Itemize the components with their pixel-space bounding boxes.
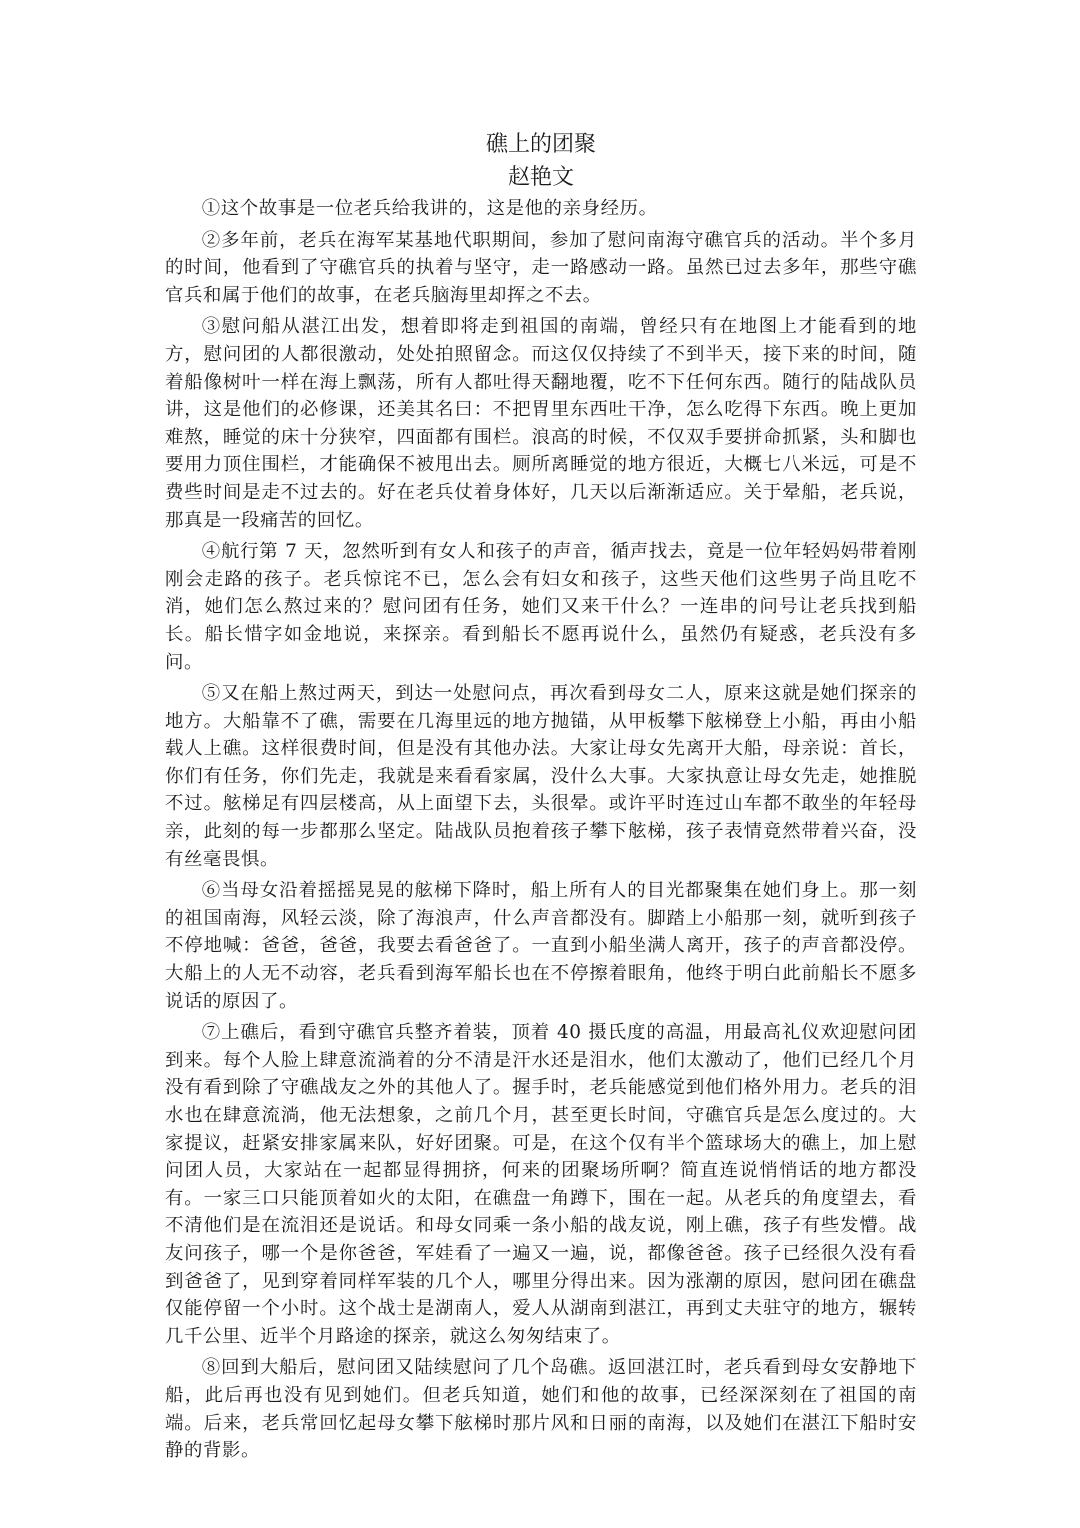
paragraph-4: ④航行第 7 天，忽然听到有女人和孩子的声音，循声找去，竟是一位年轻妈妈带着刚刚会走路的孩子。老兵惊诧不已，怎么会有妇女和孩子，这些天他们这些男子尚且吃不消，她们怎么熬过来的？慰问团有任务，她们又来干什么？一连串的问号让老兵找到船长。船长惜字如金地说，来探亲。看到船长不愿再说什么，虽然仍有疑惑，老兵没有多问。 [165,541,917,673]
paragraph-7: ⑦上礁后，看到守礁官兵整齐着装，顶着 40 摄氏度的高温，用最高礼仪欢迎慰问团到来。每个人脸上肆意流淌着的分不清是汗水还是泪水，他们太激动了，他们已经几个月没有看到除了守礁战友之外的其他人了。握手时，老兵能感觉到他们格外用力。老兵的泪水也在肆意流淌，他无法想象，之前几个月，甚至更长时间，守礁官兵是怎么度过的。大家提议，赶紧安排家属来队，好好团聚。可是，在这个仅有半个篮球场大的礁上，加上慰问团人员，大家站在一起都显得拥挤，何来的团聚场所啊？简直连说悄悄话的地方都没有。一家三口只能顶着如火的太阳，在礁盘一角蹲下，围在一起。从老兵的角度望去，看不清他们是在流泪还是说话。和母女同乘一条小船的战友说，刚上礁，孩子有些发懵。战友问孩子，哪一个是你爸爸，军娃看了一遍又一遍，说，都像爸爸。孩子已经很久没有看到爸爸了，见到穿着同样军装的几个人，哪里分得出来。因为涨潮的原因，慰问团在礁盘仅能停留一个小时。这个战士是湖南人，爱人从湖南到湛江，再到丈夫驻守的地方，辗转几千公里、近半个月路途的探亲，就这么匆匆结束了。 [165,1022,917,1347]
article [165,128,917,1469]
article-author: 赵艳文 [507,165,574,190]
paragraph-6: ⑥当母女沿着摇摇晃晃的舷梯下降时，船上所有人的目光都聚集在她们身上。那一刻的祖国南海，风轻云淡，除了海浪声，什么声音都没有。脚踏上小船那一刻，就听到孩子不停地喊：爸爸，爸爸，我要去看爸爸了。一直到小船坐满人离开，孩子的声音都没停。大船上的人无不动容，老兵看到海军船长也在不停擦着眼角，他终于明白此前船长不愿多说话的原因了。 [165,880,917,1012]
paragraph-3: ③慰问船从湛江出发，想着即将走到祖国的南端，曾经只有在地图上才能看到的地方，慰问团的人都很激动，处处拍照留念。而这仅仅持续了不到半天，接下来的时间，随着船像树叶一样在海上飘荡，所有人都吐得天翻地覆，吃不下任何东西。随行的陆战队员讲，这是他们的必修课，还美其名曰：不把胃里东西吐干净，怎么吃得下东西。晚上更加难熬，睡觉的床十分狭窄，四面都有围栏。浪高的时候，不仅双手要拼命抓紧，头和脚也要用力顶住围栏，才能确保不被甩出去。厕所离睡觉的地方很近，大概七八米远，可是不费些时间是走不过去的。好在老兵仗着身体好，几天以后渐渐适应。关于晕船，老兵说，那真是一段痛苦的回忆。 [165,316,917,531]
paragraph-5: ⑤又在船上熬过两天，到达一处慰问点，再次看到母女二人，原来这就是她们探亲的地方。大船靠不了礁，需要在几海里远的地方抛锚，从甲板攀下舷梯登上小船，再由小船载人上礁。这样很费时间，但是没有其他办法。大家让母女先离开大船，母亲说：首长，你们有任务，你们先走，我就是来看看家属，没什么大事。大家执意让母女先走，她推脱不过。舷梯足有四层楼高，从上面望下去，头很晕。或许平时连过山车都不敢坐的年轻母亲，此刻的每一步都那么坚定。陆战队员抱着孩子攀下舷梯，孩子表情竟然带着兴奋，没有丝毫畏惧。 [165,683,917,870]
article-title: 礁上的团聚 [485,132,596,157]
paragraph-8: ⑧回到大船后，慰问团又陆续慰问了几个岛礁。返回湛江时，老兵看到母女安静地下船，此后再也没有见到她们。但老兵知道，她们和他的故事，已经深深刻在了祖国的南端。后来，老兵常回忆起母女攀下舷梯时那片风和日丽的南海，以及她们在湛江下船时安静的背影。 [165,1357,917,1462]
paragraph-2: ②多年前，老兵在海军某基地代职期间，参加了慰问南海守礁官兵的活动。半个多月的时间，他看到了守礁官兵的执着与坚守，走一路感动一路。虽然已过去多年，那些守礁官兵和属于他们的故事，在老兵脑海里却挥之不去。 [165,229,917,306]
paragraph-1: ①这个故事是一位老兵给我讲的，这是他的亲身经历。 [201,198,658,219]
